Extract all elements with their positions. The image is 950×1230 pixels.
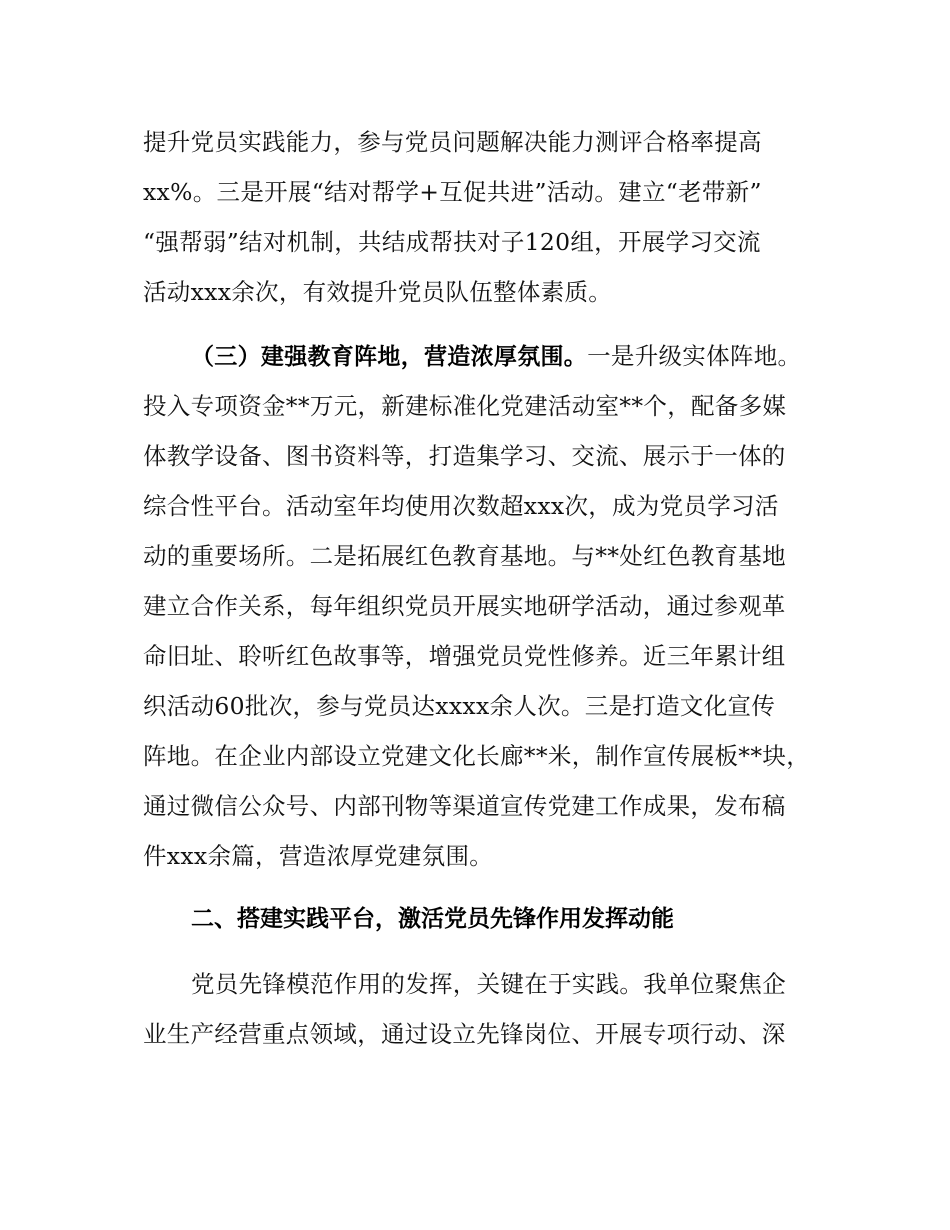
paragraph-line: 通过微信公众号、内部刊物等渠道宣传党建工作成果，发布稿 [143, 792, 786, 820]
paragraph-line: 业生产经营重点领域，通过设立先锋岗位、开展专项行动、深 [143, 1020, 786, 1048]
section-heading: 二、搭建实践平台，激活党员先锋作用发挥动能 [191, 906, 674, 932]
paragraph-line: 件xxx余篇，营造浓厚党建氛围。 [143, 842, 494, 870]
subsection-first-line [191, 331, 801, 381]
paragraph-line: xx%。三是开展“结对帮学+互促共进”活动。建立“老带新” [143, 178, 762, 206]
subsection-first-line-text: 一是升级实体阵地。 [587, 342, 802, 370]
paragraph-line: 体教学设备、图书资料等，打造集学习、交流、展示于一体的 [143, 442, 786, 470]
paragraph-line: “强帮弱”结对机制，共结成帮扶对子120组，开展学习交流 [143, 228, 761, 256]
subsection-title: （三）建强教育阵地，营造浓厚氛围。 [191, 344, 588, 370]
paragraph-line: 织活动60批次，参与党员达xxxx余人次。三是打造文化宣传 [143, 692, 776, 720]
paragraph-line: 阵地。在企业内部设立党建文化长廊**米，制作宣传展板**块， [143, 742, 810, 770]
paragraph-line: 动的重要场所。二是拓展红色教育基地。与**处红色教育基地 [143, 542, 786, 570]
paragraph-line: 活动xxx余次，有效提升党员队伍整体素质。 [143, 278, 613, 306]
paragraph-line: 建立合作关系，每年组织党员开展实地研学活动，通过参观革 [143, 592, 786, 620]
paragraph-line: 综合性平台。活动室年均使用次数超xxx次，成为党员学习活 [143, 492, 779, 520]
paragraph-line: 投入专项资金**万元，新建标准化党建活动室**个，配备多媒 [143, 392, 787, 420]
paragraph-line: 命旧址、聆听红色故事等，增强党员党性修养。近三年累计组 [143, 642, 786, 670]
paragraph-line: 党员先锋模范作用的发挥，关键在于实践。我单位聚焦企 [191, 970, 786, 998]
paragraph-line: 提升党员实践能力，参与党员问题解决能力测评合格率提高 [143, 128, 762, 156]
